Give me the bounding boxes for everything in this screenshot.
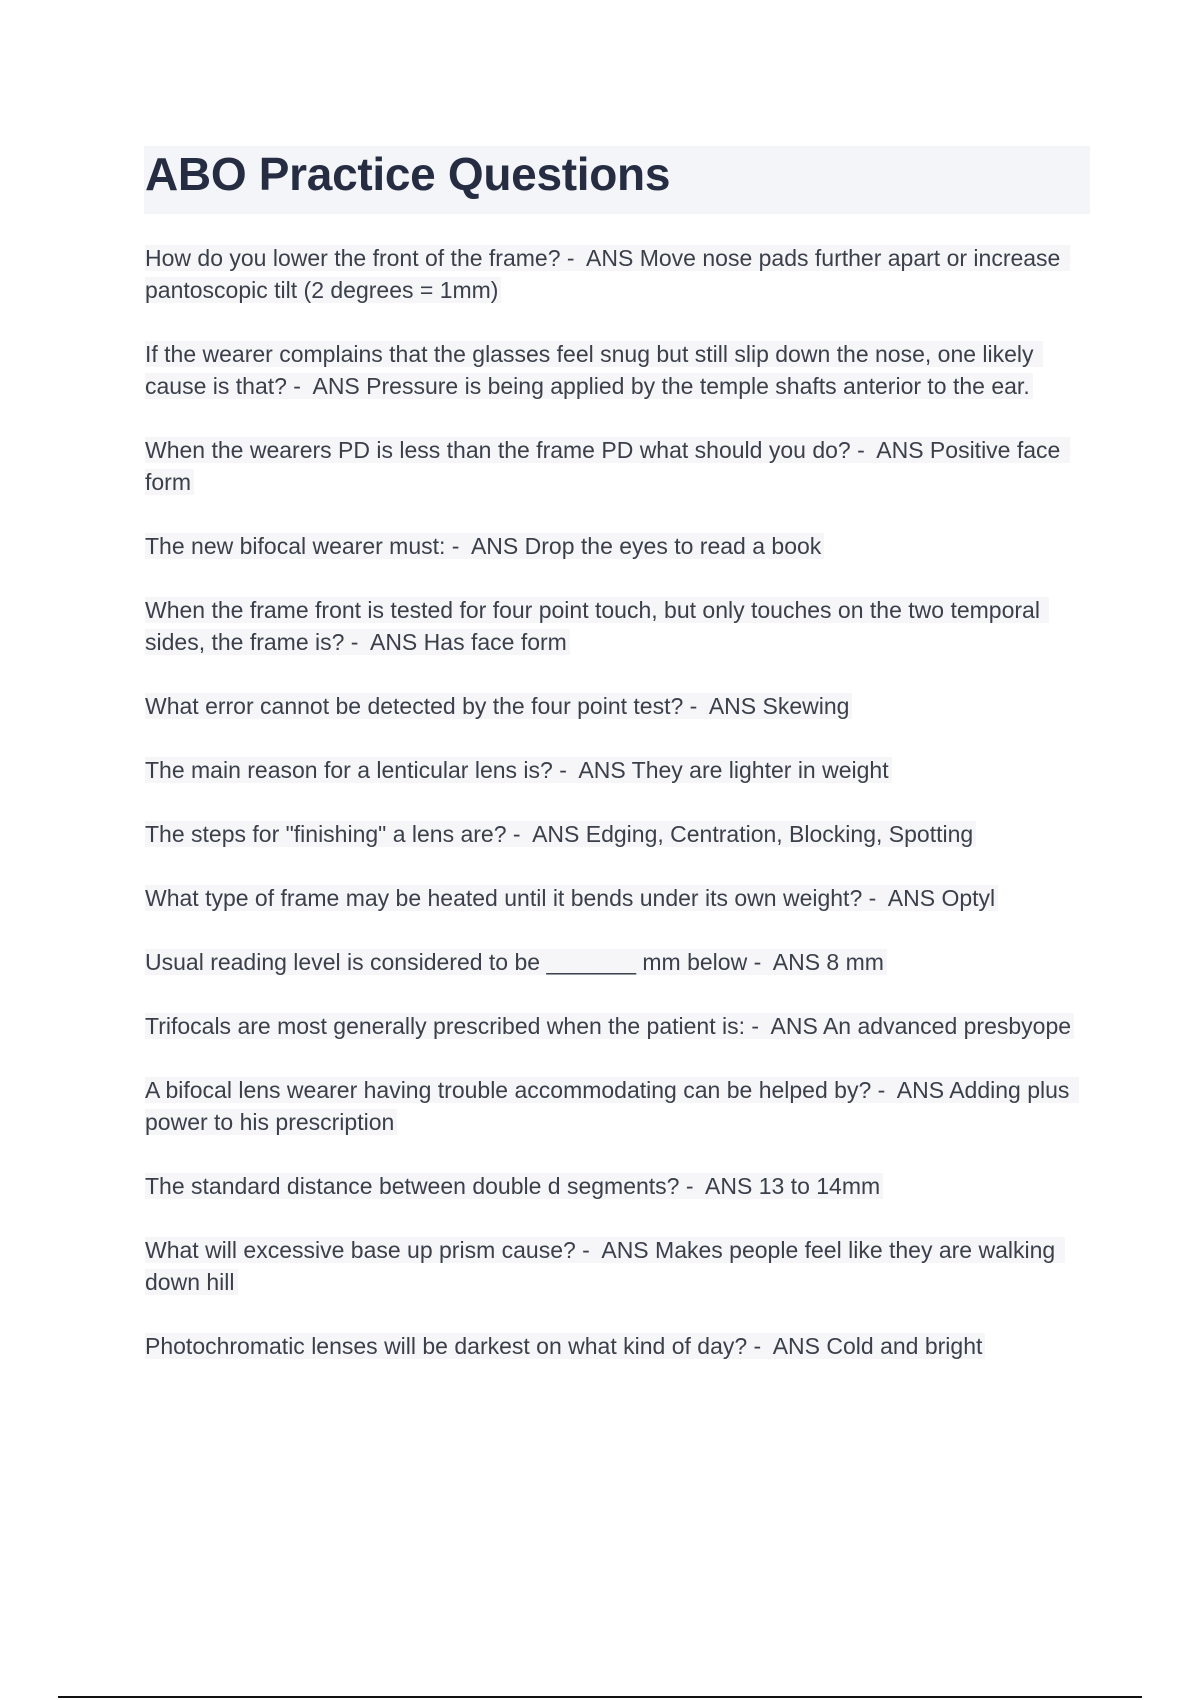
qa-item: [145, 242, 1095, 306]
qa-item: [145, 338, 1095, 402]
qa-item-text: The new bifocal wearer must: - ANS Drop the eyes to read a book: [145, 533, 824, 559]
qa-item-text: Trifocals are most generally prescribed when the patient is: - ANS An advanced presbyope: [145, 1013, 1074, 1039]
qa-item: [145, 594, 1095, 658]
qa-item-text: Usual reading level is considered to be _______ mm below - ANS 8 mm: [145, 949, 887, 975]
qa-item: [145, 530, 1095, 562]
qa-item: [145, 434, 1095, 498]
qa-item-text: What error cannot be detected by the four point test? - ANS Skewing: [145, 693, 852, 719]
qa-item-text: If the wearer complains that the glasses feel snug but still slip down the nose, one likely cause is that? - ANS Pressure is being applied by the temple shafts anterior to the ear.: [145, 341, 1043, 399]
qa-item: [145, 818, 1095, 850]
qa-item: [145, 690, 1095, 722]
qa-item: [145, 1074, 1095, 1138]
qa-item-text: A bifocal lens wearer having trouble accommodating can be helped by? - ANS Adding plus power to his prescription: [145, 1077, 1079, 1135]
page-title: ABO Practice Questions: [145, 148, 671, 200]
qa-item-text: When the wearers PD is less than the frame PD what should you do? - ANS Positive face form: [145, 437, 1070, 495]
qa-item: [145, 1170, 1095, 1202]
qa-item-text: What type of frame may be heated until it bends under its own weight? - ANS Optyl: [145, 885, 998, 911]
qa-item-text: When the frame front is tested for four point touch, but only touches on the two temporal sides, the frame is? - ANS Has face form: [145, 597, 1049, 655]
qa-item-text: Photochromatic lenses will be darkest on what kind of day? - ANS Cold and bright: [145, 1333, 985, 1359]
qa-list: [145, 242, 1095, 1394]
footer-rule: [58, 1696, 1142, 1698]
qa-item: [145, 882, 1095, 914]
qa-item: [145, 754, 1095, 786]
qa-item-text: How do you lower the front of the frame? - ANS Move nose pads further apart or increase pantoscopic tilt (2 degrees = 1mm): [145, 245, 1070, 303]
qa-item: [145, 1010, 1095, 1042]
qa-item-text: The main reason for a lenticular lens is? - ANS They are lighter in weight: [145, 757, 892, 783]
qa-item-text: What will excessive base up prism cause? - ANS Makes people feel like they are walking down hill: [145, 1237, 1065, 1295]
qa-item: [145, 1330, 1095, 1362]
qa-item: [145, 1234, 1095, 1298]
qa-item-text: The steps for "finishing" a lens are? - ANS Edging, Centration, Blocking, Spotting: [145, 821, 976, 847]
qa-item-text: The standard distance between double d segments? - ANS 13 to 14mm: [145, 1173, 883, 1199]
qa-item: [145, 946, 1095, 978]
